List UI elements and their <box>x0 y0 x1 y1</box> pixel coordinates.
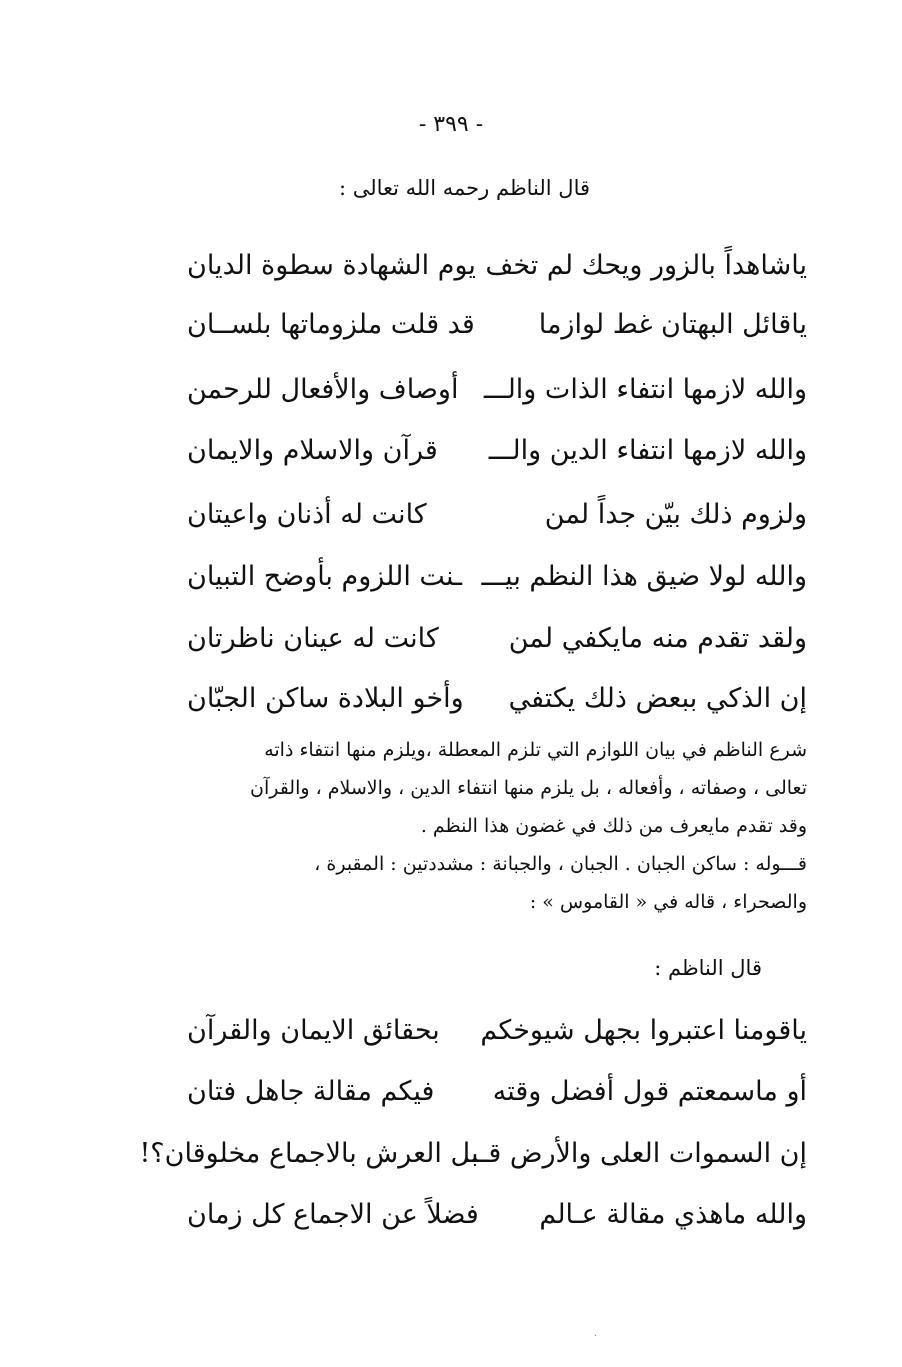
verse-first-hemistich: إن الذكي ببعض ذلك يكتفي <box>508 682 807 714</box>
section-heading-1: قال الناظم رحمه الله تعالى : <box>338 176 590 200</box>
verse-second-hemistich: ـبل العرش بالاجماع مخلوقان؟! <box>139 1137 487 1169</box>
verse-line <box>187 240 807 290</box>
verse-line <box>187 489 807 539</box>
verse-line <box>187 1005 807 1055</box>
verse-first-hemistich: إن السموات العلى والأرض قـــ <box>464 1137 807 1169</box>
verse-first-hemistich: ياقائل البهتان غط لوازما <box>538 308 807 340</box>
verse-line <box>187 1189 807 1239</box>
commentary-line: قـــوله : ساكن الجبان . الجبان ، والجبانة : مشددتين : المقبرة ، <box>314 853 807 875</box>
verse-first-hemistich: ولزوم ذلك بيّن جداً لمن <box>544 498 807 530</box>
commentary-line: وقد تقدم مايعرف من ذلك في غضون هذا النظم . <box>420 815 807 837</box>
verse-line <box>187 673 807 723</box>
verse-second-hemistich: فضلاً عن الاجماع كل زمان <box>187 1198 479 1230</box>
verse-line <box>187 551 807 601</box>
commentary-block <box>182 731 807 921</box>
section-heading-2: قال الناظم : <box>654 956 762 980</box>
verse-first-hemistich: ياقومنا اعتبروا بجهل شيوخكم <box>480 1014 807 1046</box>
commentary-line: تعالى ، وصفاته ، وأفعاله ، بل يلزم منها انتفاء الدين ، والاسلام ، والقرآن <box>249 777 807 799</box>
verse-line <box>187 299 807 349</box>
verse-second-hemistich: ـنت اللزوم بأوضح التبيان <box>187 560 462 592</box>
verse-line <box>187 613 807 663</box>
verse-first-hemistich: ياشاهداً بالزور ويحك لم تخف <box>485 249 807 281</box>
verse-line <box>139 1128 807 1178</box>
verse-second-hemistich: وأخو البلادة ساكن الجبّان <box>187 682 464 714</box>
page-number: - ٣٩٩ - <box>418 112 484 137</box>
verse-line <box>187 364 807 414</box>
verse-line <box>187 425 807 475</box>
verse-first-hemistich: والله ماهذي مقالة عـالم <box>539 1198 807 1230</box>
verse-second-hemistich: قرآن والاسلام والايمان <box>187 434 438 466</box>
verse-second-hemistich: بحقائق الايمان والقرآن <box>187 1014 440 1046</box>
commentary-line: شرع الناظم في بيان اللوازم التي تلزم المعطلة ،ويلزم منها انتفاء ذاته <box>264 739 807 761</box>
verse-second-hemistich: قد قلت ملزوماتها بلســان <box>187 308 475 340</box>
printing-mark: . <box>593 1328 597 1339</box>
verse-second-hemistich: يوم الشهادة سطوة الديان <box>187 249 476 281</box>
verse-second-hemistich: فيكم مقالة جاهل فتان <box>187 1075 435 1107</box>
verse-first-hemistich: أو ماسمعتم قول أفضل وقته <box>492 1075 807 1107</box>
verse-first-hemistich: والله لازمها انتفاء الدين والـــ <box>488 434 807 466</box>
verse-line <box>187 1066 807 1116</box>
verse-first-hemistich: والله لازمها انتفاء الذات والـــ <box>483 373 807 405</box>
verse-second-hemistich: أوصاف والأفعال للرحمن <box>187 373 459 405</box>
commentary-line: والصحراء ، قاله في « القاموس » : <box>529 891 807 913</box>
verse-second-hemistich: كانت له أذنان واعيتان <box>187 498 427 530</box>
verse-first-hemistich: ولقد تقدم منه مايكفي لمن <box>508 622 807 654</box>
verse-second-hemistich: كانت له عينان ناظرتان <box>187 622 439 654</box>
verse-first-hemistich: والله لولا ضيق هذا النظم بيـــ <box>481 560 807 592</box>
